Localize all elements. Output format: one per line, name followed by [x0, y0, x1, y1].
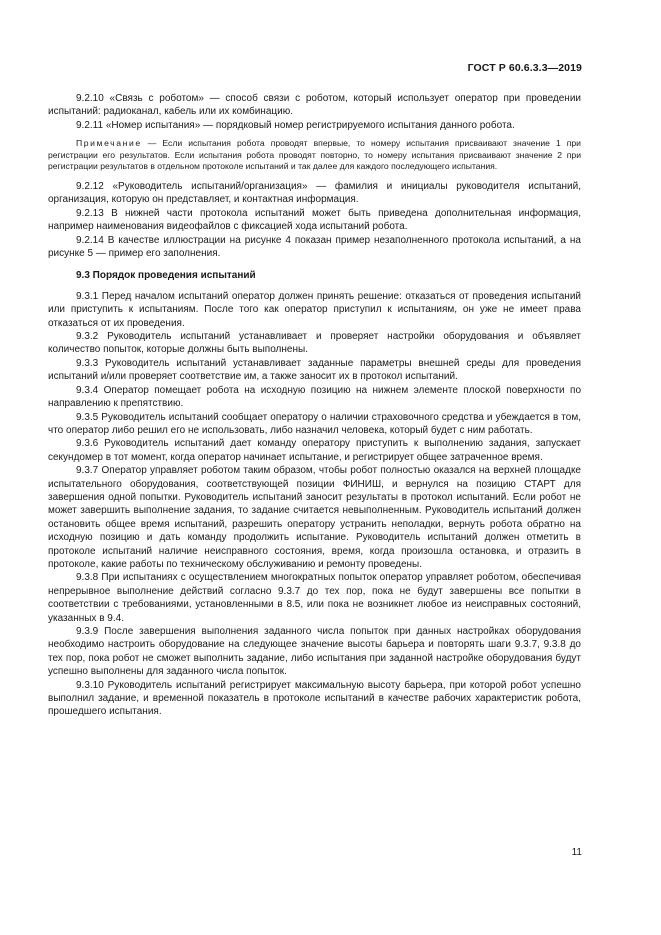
document-body	[48, 92, 581, 719]
paragraph-9-3-6: 9.3.6 Руководитель испытаний дает команду оператору приступить к выполнению задания, запускает секундомер в тот момент, когда оператор начинает испытание, и регистрирует общее затраченное время.	[48, 438, 581, 463]
paragraph-9-3-9: 9.3.9 После завершения выполнения заданного числа попыток при данных настройках оборудования необходимо настроить оборудование на следующее значение высоты барьера и повторять шаги 9.3.7, 9.3.8 до тех пор, пока робот не сможет выполнить задание, либо испытания при заданной настройке оборудования будут успешно выполнены для заданного числа попыток.	[48, 626, 581, 678]
paragraph-9-3-2: 9.3.2 Руководитель испытаний устанавливает и проверяет настройки оборудования и объявляет количество попыток, которые должны быть выполнены.	[48, 331, 581, 356]
paragraph-9-2-13: 9.2.13 В нижней части протокола испытаний может быть приведена дополнительная информация, например наименования видеофайлов с фиксацией хода испытаний робота.	[48, 207, 581, 233]
paragraph-9-2-12: 9.2.12 «Руководитель испытаний/организация» — фамилия и инициалы руководителя испытаний, организация, которую он представляет, и контактная информация.	[48, 181, 581, 206]
paragraph-9-2-11: 9.2.11 «Номер испытания» — порядковый номер регистрируемого испытания данного робота.	[76, 119, 515, 131]
note-text: — Если испытания робота проводят впервые, то номеру испытания присваивают значение 1 при регистрации его результатов. Если испытания робота проводят повторно, то номеру испытания присваивают значение 2 при регистрации результатов в отдельном протоколе испытаний и так далее для каждого последующего испытания.	[48, 138, 581, 172]
document-code-header: ГОСТ Р 60.6.3.3—2019	[467, 62, 582, 74]
note-label: Примечание	[76, 138, 142, 149]
note-paragraph	[48, 138, 581, 173]
paragraph-9-3-1: 9.3.1 Перед началом испытаний оператор должен принять решение: отказаться от проведения испытаний или приступить к испытаниям. После того как оператор приступил к испытаниям, он уже не имеет права отказаться от их проведения.	[48, 290, 581, 329]
paragraph-9-3-4: 9.3.4 Оператор помещает робота на исходную позицию на нижнем элементе плоской поверхности по направлению к препятствию.	[48, 384, 581, 410]
paragraph-9-3-8: 9.3.8 При испытаниях с осуществлением многократных попыток оператор управляет роботом, обеспечивая непрерывное выполнение действий согласно 9.3.7 до тех пор, пока не будут завершены все попытки в соответствии с требованиями, установленными в 8.5, или пока не возникнет любое из неисправных состояний, указанных в 9.4.	[48, 572, 581, 624]
paragraph-9-3-7: 9.3.7 Оператор управляет роботом таким образом, чтобы робот полностью оказался на верхней площадке испытательного оборудования, соответствующей позиции ФИНИШ, и вернулся на позицию СТАРТ для завершения одной попытки. Руководитель испытаний заносит результаты в протокол испытаний. Если робот не может завершить выполнение задания, то задание считается невыполненным. Руководитель испытаний должен остановить общее время испытаний, разрешить оператору устранить неполадки, вернуть робота обратно на исходную позицию и дать команду продолжить испытание. Руководитель испытаний должен отметить в протоколе испытаний наличие неисправного состояния, время, когда произошла остановка, и отразить в протоколе, какие работы по техническому обслуживанию и ремонту проведены.	[48, 465, 581, 570]
paragraph-9-2-10: 9.2.10 «Связь с роботом» — способ связи с роботом, который использует оператор при проведении испытаний: радиоканал, кабель или их комбинацию.	[48, 93, 581, 118]
page-number: 11	[571, 847, 582, 858]
paragraph-9-3-10: 9.3.10 Руководитель испытаний регистрирует максимальную высоту барьера, при которой робот успешно выполнил задание, и временной показатель в протоколе испытаний в качестве рабочих характеристик робота, прошедшего испытания.	[48, 679, 581, 718]
paragraph-9-2-14: 9.2.14 В качестве иллюстрации на рисунке 4 показан пример незаполненного протокола испытаний, а на рисунке 5 — пример его заполнения.	[48, 234, 581, 260]
paragraph-9-3-5: 9.3.5 Руководитель испытаний сообщает оператору о наличии страховочного средства и убеждается в том, что оператор либо решил его не использовать, либо назначил человека, который будет с ним работать.	[48, 411, 581, 436]
section-title: 9.3 Порядок проведения испытаний	[76, 270, 256, 282]
paragraph-9-3-3: 9.3.3 Руководитель испытаний устанавливает заданные параметры внешней среды для проведения испытаний и/или проверяет соответствие им, а также заносит их в протокол испытаний.	[48, 357, 581, 383]
